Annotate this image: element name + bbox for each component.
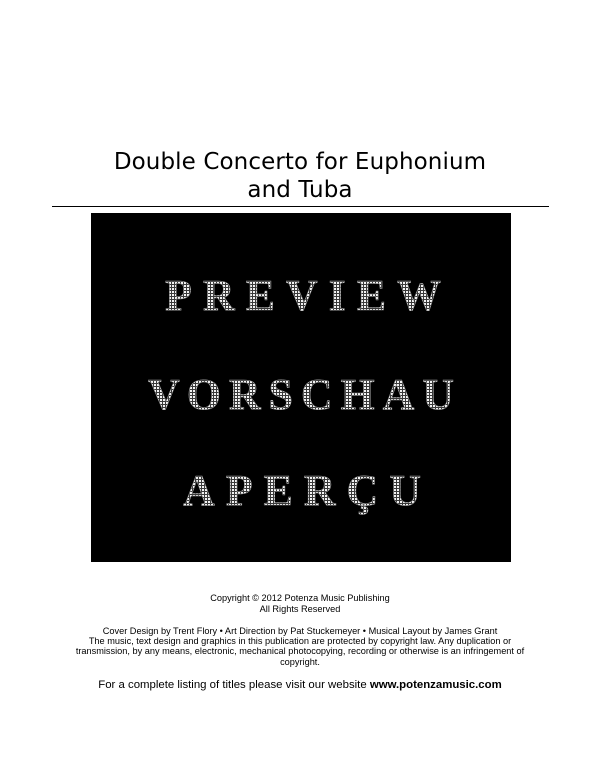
website-link[interactable]: www.potenzamusic.com [369, 679, 502, 691]
watermark-word-vorschau: VORSCHAU [148, 370, 454, 419]
credits-line-1: Cover Design by Trent Flory • Art Direction by Pat Stuckemeyer • Musical Layout by James Grant [102, 626, 498, 636]
preview-watermark-graphic [91, 213, 511, 562]
preview-cover-image [91, 213, 511, 562]
copyright-line: Copyright © 2012 Potenza Music Publishing [210, 593, 390, 603]
title-line-2: and Tuba [247, 177, 353, 203]
document-title [0, 148, 600, 204]
copyright-notice [0, 593, 600, 614]
rights-line: All Rights Reserved [259, 603, 341, 614]
website-prefix: For a complete listing of titles please visit our website [98, 679, 370, 691]
watermark-word-preview: PREVIEW [165, 271, 441, 320]
title-line-1: Double Concerto for Euphonium [113, 149, 487, 175]
title-divider [52, 206, 549, 207]
credits-line-4: copyright. [280, 656, 320, 667]
credits-line-2: The music, text design and graphics in this publication are protected by copyright law. Any duplication or [88, 636, 512, 647]
credits-line-3: transmission, by any means, electronic, mechanical photocopying, recording or otherwise is an infringement of [75, 646, 525, 657]
credits-block [46, 626, 554, 667]
website-line [0, 678, 600, 692]
watermark-word-apercu: APERÇU [183, 466, 421, 515]
